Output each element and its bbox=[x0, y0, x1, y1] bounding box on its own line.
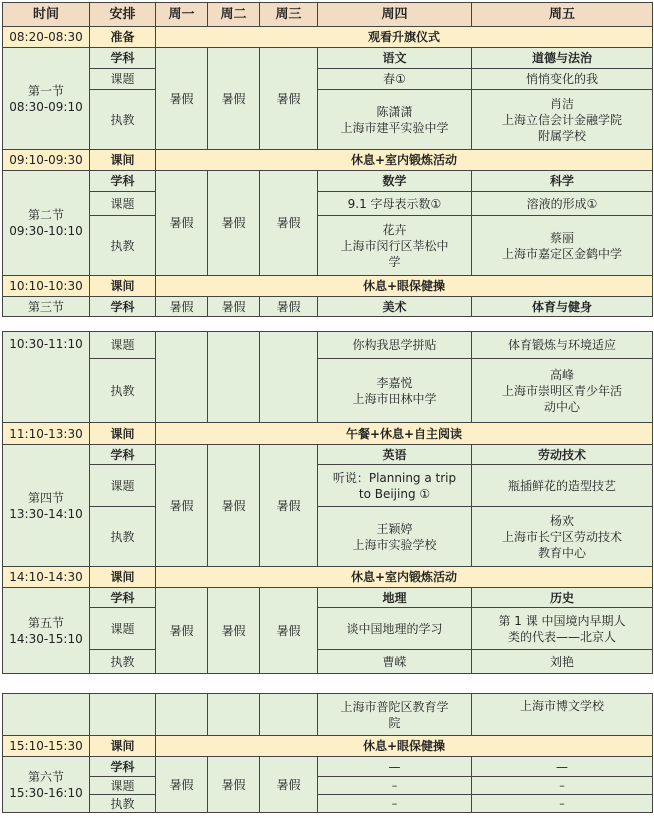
p1-mon: 暑假 bbox=[156, 48, 208, 150]
p2-time: 09:30-10:10 bbox=[9, 224, 83, 238]
p2-thu-subject: 数学 bbox=[318, 171, 472, 192]
b4-time: 14:10-14:30 bbox=[3, 567, 90, 588]
p3-wed: 暑假 bbox=[260, 297, 318, 317]
p3-mon: 暑假 bbox=[156, 297, 208, 317]
b5-row bbox=[3, 736, 653, 757]
p3-thu-teacher: 李嘉悦 bbox=[376, 375, 413, 390]
p1-fri-teacher-cell bbox=[472, 90, 653, 150]
p3-mon-cont bbox=[156, 332, 208, 423]
p6-mon: 暑假 bbox=[156, 757, 208, 813]
p2-fri-teacher-cell bbox=[472, 216, 653, 276]
p1-fri-topic: 悄悄变化的我 bbox=[472, 69, 653, 90]
p1-thu-topic: 春① bbox=[318, 69, 472, 90]
p3-teacher-row bbox=[3, 359, 653, 423]
p4-fri-teacher-cell bbox=[472, 507, 653, 567]
header-wed: 周三 bbox=[260, 3, 318, 27]
p3-name: 第三节 bbox=[3, 297, 90, 317]
p5-teacher-row bbox=[3, 650, 653, 674]
p3-tue: 暑假 bbox=[208, 297, 260, 317]
p5-thu-school2: 院 bbox=[388, 715, 401, 730]
p4-wed: 暑假 bbox=[260, 445, 318, 567]
p1-topic-row bbox=[3, 69, 653, 90]
p6-fri-topic: – bbox=[472, 777, 653, 795]
p3-fri-subject: 体育与健身 bbox=[472, 297, 653, 317]
b2-label: 课间 bbox=[90, 276, 156, 297]
prep-activity: 观看升旗仪式 bbox=[156, 27, 653, 48]
p2-thu-school2: 学 bbox=[388, 254, 401, 269]
p1-teacher-row bbox=[3, 90, 653, 150]
p3-fri-teacher-cell bbox=[472, 359, 653, 423]
p4-fri-teacher: 杨欢 bbox=[549, 513, 574, 528]
p1-thu-teacher-cell bbox=[318, 90, 472, 150]
p5-fri-subject: 历史 bbox=[472, 588, 653, 608]
p4-topic-label: 课题 bbox=[90, 465, 156, 507]
p5-time: 14:30-15:10 bbox=[9, 631, 83, 646]
p2-thu-school1: 上海市闵行区莘松中 bbox=[340, 238, 449, 253]
p6-thu-topic: – bbox=[318, 777, 472, 795]
p5-cont-mon bbox=[156, 694, 208, 736]
header-mon: 周一 bbox=[156, 3, 208, 27]
b1-row bbox=[3, 150, 653, 171]
b4-label: 课间 bbox=[90, 567, 156, 588]
b1-activity: 休息+室内锻炼活动 bbox=[156, 150, 653, 171]
p4-fri-subject: 劳动技术 bbox=[472, 445, 653, 465]
p3-thu-school: 上海市田林中学 bbox=[352, 391, 437, 406]
header-fri: 周五 bbox=[472, 3, 653, 27]
p1-thu-subject: 语文 bbox=[318, 48, 472, 69]
p3-fri-school1: 上海市崇明区青少年活 bbox=[501, 383, 622, 398]
p6-fri-teacher: – bbox=[472, 795, 653, 813]
p4-mon: 暑假 bbox=[156, 445, 208, 567]
b3-activity: 午餐+休息+自主阅读 bbox=[156, 423, 653, 445]
p2-subject-row bbox=[3, 171, 653, 192]
p3-wed-cont bbox=[260, 332, 318, 423]
b5-label: 课间 bbox=[90, 736, 156, 757]
p5-tue: 暑假 bbox=[208, 588, 260, 674]
p2-fri-topic: 溶液的形成① bbox=[472, 192, 653, 216]
p5-subject-row bbox=[3, 588, 653, 608]
p5-cont-label bbox=[90, 694, 156, 736]
p6-wed: 暑假 bbox=[260, 757, 318, 813]
p5-cont-tue bbox=[208, 694, 260, 736]
p2-teacher-label: 执教 bbox=[90, 216, 156, 276]
header-arrange: 安排 bbox=[90, 3, 156, 27]
p4-fri-school2: 教育中心 bbox=[537, 545, 586, 560]
p1-fri-school2: 附属学校 bbox=[537, 128, 586, 143]
p2-topic-label: 课题 bbox=[90, 192, 156, 216]
p1-wed: 暑假 bbox=[260, 48, 318, 150]
p1-thu-school: 上海市建平实验中学 bbox=[340, 120, 449, 135]
p2-fri-teacher: 蔡丽 bbox=[549, 230, 574, 245]
p1-thu-teacher: 陈潇潇 bbox=[376, 104, 413, 119]
p2-wed: 暑假 bbox=[260, 171, 318, 276]
p3-fri-teacher: 高峰 bbox=[549, 367, 574, 382]
p3-tue-cont bbox=[208, 332, 260, 423]
p2-thu-teacher-cell bbox=[318, 216, 472, 276]
p4-thu-teacher-cell bbox=[318, 507, 472, 567]
p2-mon: 暑假 bbox=[156, 171, 208, 276]
p1-time-cell bbox=[3, 48, 90, 150]
b2-row bbox=[3, 276, 653, 297]
b4-activity: 休息+室内锻炼活动 bbox=[156, 567, 653, 588]
p4-teacher-row bbox=[3, 507, 653, 567]
p4-thu-topic1: 听说：Planning a trip bbox=[332, 470, 457, 485]
p1-fri-subject: 道德与法治 bbox=[472, 48, 653, 69]
p3-subject-row bbox=[3, 297, 653, 317]
p2-thu-topic: 9.1 字母表示数① bbox=[318, 192, 472, 216]
p6-thu-subject: — bbox=[318, 757, 472, 777]
p3-fri-topic: 体育锻炼与环境适应 bbox=[472, 332, 653, 359]
prep-label: 准备 bbox=[90, 27, 156, 48]
p1-tue: 暑假 bbox=[208, 48, 260, 150]
p4-teacher-label: 执教 bbox=[90, 507, 156, 567]
p6-topic-label: 课题 bbox=[90, 777, 156, 795]
timetable bbox=[2, 2, 653, 317]
p6-thu-teacher: – bbox=[318, 795, 472, 813]
p2-time-cell bbox=[3, 171, 90, 276]
p1-subject-label: 学科 bbox=[90, 48, 156, 69]
b3-row bbox=[3, 423, 653, 445]
p4-time: 13:30-14:10 bbox=[9, 506, 83, 521]
p5-teacher-label: 执教 bbox=[90, 650, 156, 674]
p4-fri-school1: 上海市长宁区劳动技术 bbox=[501, 529, 622, 544]
b1-label: 课间 bbox=[90, 150, 156, 171]
p6-teacher-row bbox=[3, 795, 653, 813]
p4-thu-school: 上海市实验学校 bbox=[352, 537, 437, 552]
p6-subject-row bbox=[3, 757, 653, 777]
b5-activity: 休息+眼保健操 bbox=[156, 736, 653, 757]
p4-thu-topic2: to Beijing ① bbox=[358, 486, 431, 501]
header-row bbox=[3, 3, 653, 27]
p4-name: 第四节 bbox=[27, 490, 64, 505]
p3-thu-teacher-cell bbox=[318, 359, 472, 423]
prep-time: 08:20-08:30 bbox=[3, 27, 90, 48]
p1-topic-label: 课题 bbox=[90, 69, 156, 90]
p1-name: 第一节 bbox=[27, 83, 64, 98]
p4-subject-label: 学科 bbox=[90, 445, 156, 465]
header-tue: 周二 bbox=[208, 3, 260, 27]
p5-thu-subject: 地理 bbox=[318, 588, 472, 608]
p2-teacher-row bbox=[3, 216, 653, 276]
p6-name: 第六节 bbox=[27, 769, 64, 784]
p6-time: 15:30-16:10 bbox=[9, 785, 83, 800]
p6-tue: 暑假 bbox=[208, 757, 260, 813]
p2-fri-school: 上海市嘉定区金鹤中学 bbox=[501, 246, 622, 261]
header-thu: 周四 bbox=[318, 3, 472, 27]
p5-cont-time bbox=[3, 694, 90, 736]
p6-subject-label: 学科 bbox=[90, 757, 156, 777]
b2-activity: 休息+眼保健操 bbox=[156, 276, 653, 297]
p3-thu-topic: 你构我思学拼贴 bbox=[318, 332, 472, 359]
p6-time-cell bbox=[3, 757, 90, 813]
header-time: 时间 bbox=[3, 3, 90, 27]
b3-time: 11:10-13:30 bbox=[3, 423, 90, 445]
p5-thu-school1: 上海市普陀区教育学 bbox=[340, 699, 449, 714]
b2-time: 10:10-10:30 bbox=[3, 276, 90, 297]
p5-thu-topic: 谈中国地理的学习 bbox=[318, 608, 472, 650]
p1-teacher-label: 执教 bbox=[90, 90, 156, 150]
p1-fri-school1: 上海立信会计金融学院 bbox=[501, 112, 622, 127]
p4-thu-topic-cell bbox=[318, 465, 472, 507]
p2-name: 第二节 bbox=[27, 208, 64, 222]
p5-school-row bbox=[3, 694, 653, 736]
p5-fri-topic1: 第 1 课 中国境内早期人 bbox=[498, 613, 626, 628]
p3-topic-row bbox=[3, 332, 653, 359]
p2-tue: 暑假 bbox=[208, 171, 260, 276]
p5-fri-school: 上海市博文学校 bbox=[472, 694, 653, 736]
p3-topic-label: 课题 bbox=[90, 332, 156, 359]
p5-fri-topic-cell bbox=[472, 608, 653, 650]
p6-fri-subject: — bbox=[472, 757, 653, 777]
b3-label: 课间 bbox=[90, 423, 156, 445]
p4-subject-row bbox=[3, 445, 653, 465]
p3-fri-school2: 动中心 bbox=[543, 399, 580, 414]
p2-topic-row bbox=[3, 192, 653, 216]
b4-row bbox=[3, 567, 653, 588]
p5-wed: 暑假 bbox=[260, 588, 318, 674]
p4-fri-topic: 瓶插鲜花的造型技艺 bbox=[472, 465, 653, 507]
p2-fri-subject: 科学 bbox=[472, 171, 653, 192]
p6-topic-row bbox=[3, 777, 653, 795]
prep-row bbox=[3, 27, 653, 48]
p5-name: 第五节 bbox=[27, 615, 64, 630]
p5-time-cell bbox=[3, 588, 90, 674]
p3-time: 10:30-11:10 bbox=[3, 332, 90, 423]
p4-thu-subject: 英语 bbox=[318, 445, 472, 465]
p1-time: 08:30-09:10 bbox=[9, 99, 83, 114]
p3-subject-label: 学科 bbox=[90, 297, 156, 317]
timetable-continued bbox=[2, 331, 653, 674]
p5-subject-label: 学科 bbox=[90, 588, 156, 608]
p3-teacher-label: 执教 bbox=[90, 359, 156, 423]
p5-cont-wed bbox=[260, 694, 318, 736]
p5-thu-school-cell bbox=[318, 694, 472, 736]
p1-subject-row bbox=[3, 48, 653, 69]
p6-teacher-label: 执教 bbox=[90, 795, 156, 813]
p5-thu-teacher: 曹嵘 bbox=[318, 650, 472, 674]
b5-time: 15:10-15:30 bbox=[3, 736, 90, 757]
p1-fri-teacher: 肖洁 bbox=[549, 96, 574, 111]
p2-subject-label: 学科 bbox=[90, 171, 156, 192]
p4-tue: 暑假 bbox=[208, 445, 260, 567]
p4-topic-row bbox=[3, 465, 653, 507]
p5-topic-label: 课题 bbox=[90, 608, 156, 650]
p4-time-cell bbox=[3, 445, 90, 567]
p5-mon: 暑假 bbox=[156, 588, 208, 674]
p4-thu-teacher: 王颖婷 bbox=[376, 521, 413, 536]
p2-thu-teacher: 花卉 bbox=[382, 222, 407, 237]
p5-topic-row bbox=[3, 608, 653, 650]
p5-fri-teacher: 刘艳 bbox=[472, 650, 653, 674]
timetable-continued-2 bbox=[2, 693, 653, 813]
p3-thu-subject: 美术 bbox=[318, 297, 472, 317]
p5-fri-topic2: 类的代表——北京人 bbox=[507, 629, 616, 644]
b1-time: 09:10-09:30 bbox=[3, 150, 90, 171]
